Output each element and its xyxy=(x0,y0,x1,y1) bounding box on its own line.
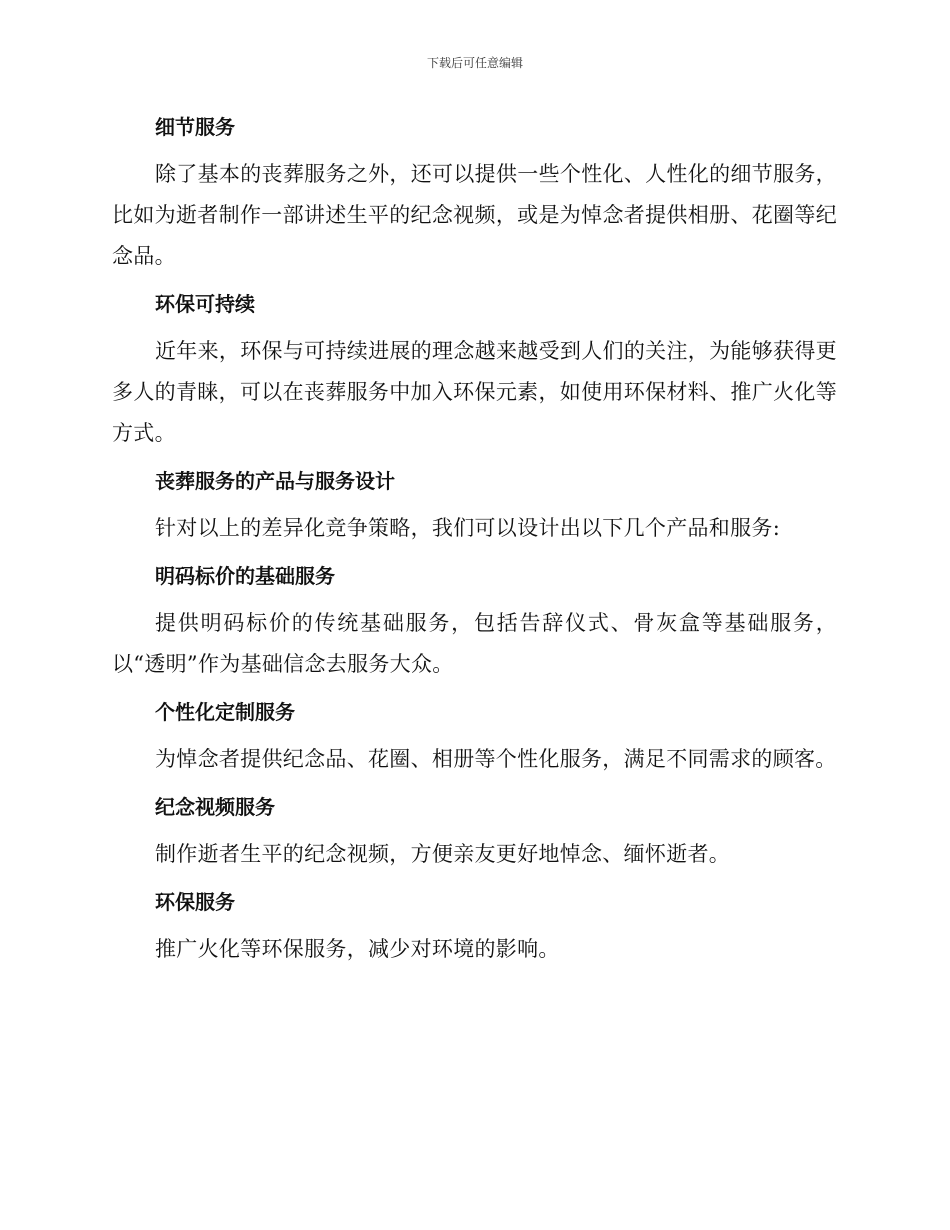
page-header: 下载后可任意编辑 xyxy=(426,56,523,70)
section-title-product-design: 丧葬服务的产品与服务设计 xyxy=(155,469,395,493)
section-title-eco-service: 环保服务 xyxy=(155,890,235,914)
section-paragraph-product-design: 针对以上的差异化竞争策略，我们可以设计出以下几个产品和服务: xyxy=(155,516,781,540)
section-title-details: 细节服务 xyxy=(155,115,235,139)
section-title-transparent-pricing: 明码标价的基础服务 xyxy=(155,564,335,588)
section-paragraph-custom-service: 为悼念者提供纪念品、花圈、相册等个性化服务，满足不同需求的顾客。 xyxy=(155,747,837,771)
section-paragraph-memorial-video: 制作逝者生平的纪念视频，方便亲友更好地悼念、缅怀逝者。 xyxy=(155,842,731,866)
section-title-eco-sustainable: 环保可持续 xyxy=(155,292,255,316)
section-paragraph-eco-service: 推广火化等环保服务，减少对环境的影响。 xyxy=(155,937,560,961)
section-title-custom-service: 个性化定制服务 xyxy=(155,700,295,724)
document-body xyxy=(112,110,837,980)
section-paragraph-transparent-pricing: 提供明码标价的传统基础服务，包括告辞仪式、骨灰盒等基础服务，以“透明”作为基础信念去服务大众。 xyxy=(112,611,837,676)
section-title-memorial-video: 纪念视频服务 xyxy=(155,795,275,819)
section-paragraph-details: 除了基本的丧葬服务之外，还可以提供一些个性化、人性化的细节服务，比如为逝者制作一部讲述生平的纪念视频，或是为悼念者提供相册、花圈等纪念品。 xyxy=(112,162,837,268)
section-paragraph-eco-sustainable: 近年来，环保与可持续进展的理念越来越受到人们的关注，为能够获得更多人的青睐，可以在丧葬服务中加入环保元素，如使用环保材料、推广火化等方式。 xyxy=(112,339,837,445)
